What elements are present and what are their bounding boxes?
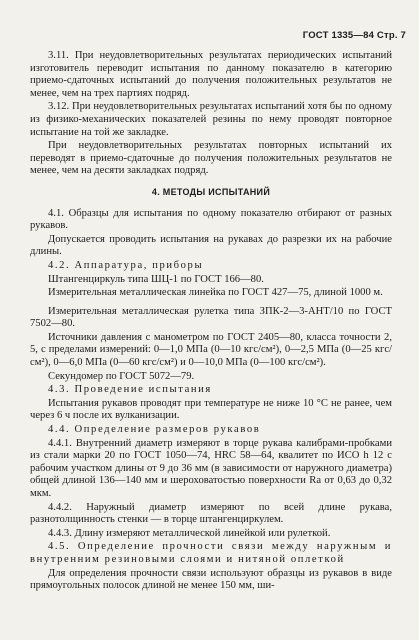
paragraph-3-12-cont: При неудовлетворительных результатах повторных испытаний их переводят в приемо-сдаточные до получения положительных результатов не менее, чем на десяти закладках подряд. xyxy=(30,140,392,177)
heading-4-3: 4.3. Проведение испытания xyxy=(48,384,212,396)
item-4-5-text: Для определения прочности связи используют образцы из рукавов в виде прямоугольных полосок длиной не менее 150 мм, ши- xyxy=(30,567,392,592)
item-4-4-2: 4.4.2. Наружный диаметр измеряют по всей длине рукава, разнотолщинность стенки — в торце штангенциркулем. xyxy=(30,501,392,526)
paragraph-3-11: 3.11. При неудовлетворительных результатах периодических испытаний изготовитель переводит испытания по данному показателю в категорию приемо-сдаточных испытаний до получения положительных результатов не менее, чем на трех партиях подряд. xyxy=(30,50,392,99)
paragraph-3-12: 3.12. При неудовлетворительных результатах испытаний хотя бы по одному из физико-механических показателей резины по нему проводят повторное испытание на той же закладке. xyxy=(30,101,392,138)
heading-4-2: 4.2. Аппаратура, приборы xyxy=(48,259,204,271)
item-stopwatch: Секундомер по ГОСТ 5072—79. xyxy=(48,370,195,382)
item-tape: Измерительная металлическая рулетка типа ЗПК-2—3-АНТ/10 по ГОСТ 7502—80. xyxy=(30,305,392,330)
item-4-4-3: 4.4.3. Длину измеряют металлической линейкой или рулеткой. xyxy=(48,527,331,539)
document-body xyxy=(30,50,392,594)
heading-4-5: 4.5. Определение прочности связи между наружным и внутренним резиновыми слоями и нитяной оплеткой xyxy=(30,541,392,565)
page-header: ГОСТ 1335—84 Стр. 7 xyxy=(302,30,406,41)
item-4-1: 4.1. Образцы для испытания по одному показателю отбирают от разных рукавов. xyxy=(30,207,392,232)
heading-4-4: 4.4. Определение размеров рукавов xyxy=(48,424,261,436)
item-caliper: Штангенциркуль типа ШЦ-1 по ГОСТ 166—80. xyxy=(48,273,264,285)
item-4-3-text: Испытания рукавов проводят при температуре не ниже 10 °С не ранее, чем через 6 ч после их вулканизации. xyxy=(30,397,392,422)
item-4-1-note: Допускается проводить испытания на рукавах до разрезки их на рабочие длины. xyxy=(30,233,392,258)
section-title: 4. МЕТОДЫ ИСПЫТАНИЙ xyxy=(151,186,271,197)
item-ruler: Измерительная металлическая линейка по ГОСТ 427—75, длиной 1000 м. xyxy=(48,287,383,299)
item-pressure: Источники давления с манометром по ГОСТ 2405—80, класса точности 2, 5, с пределами измерений: 0—1,0 МПа (0—10 кгс/см²), 0—2,5 МПа (0—25 кгс/см²), 0—6,0 МПа (0—60 кгс/см²) и 0—10,0 МПа (0—100 кгс/см²). xyxy=(30,331,392,369)
item-4-4-1: 4.4.1. Внутренний диаметр измеряют в торце рукава калибрами-пробками из стали марки 20 по ГОСТ 1050—74, HRC 58—64, квалитет по ИСО h 12 с рабочим участком длины от 9 до 36 мм (в зависимости от наружного диаметра) общей длиной 136—140 мм и шероховатостью поверхности Ra от 0,63 до 0,32 мкм. xyxy=(30,437,392,499)
